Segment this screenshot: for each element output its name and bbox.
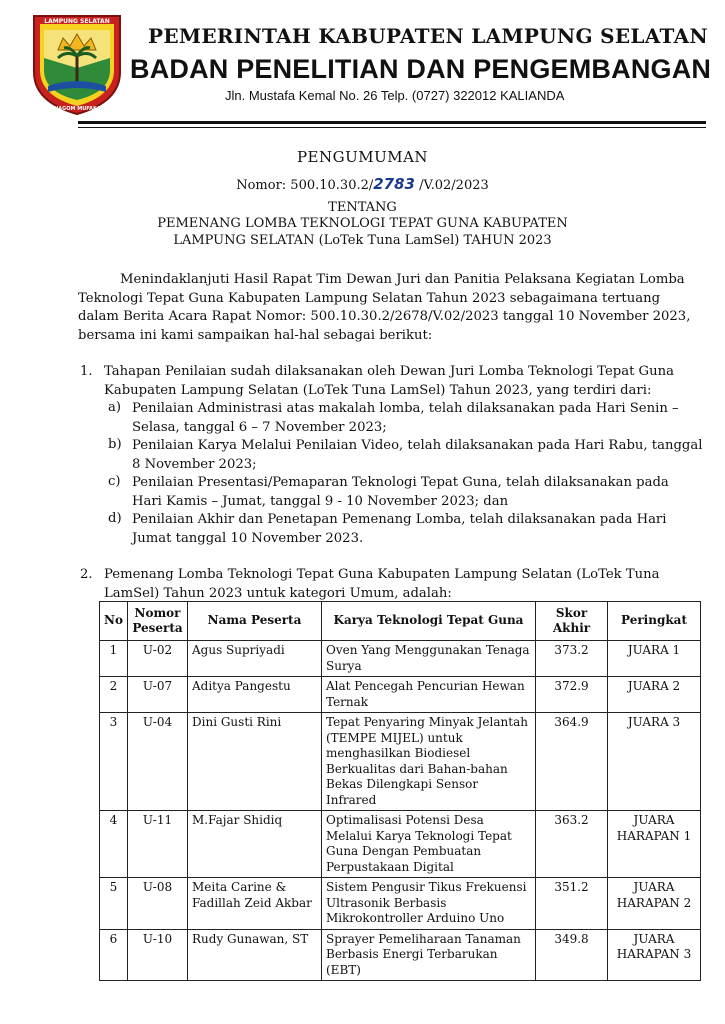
- item1-line: Tahapan Penilaian sudah dilaksanakan oleh Dewan Juri Lomba Teknologi Tepat Guna: [104, 364, 674, 379]
- cell-karya: [322, 677, 536, 713]
- cell-no: 5: [100, 878, 128, 930]
- cell-karya-line: (TEMPE MIJEL) untuk: [326, 730, 463, 745]
- cell-karya-line: Oven Yang Menggunakan Tenaga: [326, 643, 530, 657]
- intro-line: bersama ini kami sampaikan hal-hal sebagai berikut:: [78, 327, 433, 343]
- header-nama-peserta: Nama Peserta: [188, 602, 322, 641]
- cell-nama-line: Fadillah Zeid Akbar: [192, 895, 312, 910]
- sub-a-line: Penilaian Administrasi atas makalah lomba, telah dilaksanakan pada Hari Senin –: [132, 401, 679, 416]
- item1-number: 1.: [80, 364, 93, 379]
- announcement-title: PENGUMUMAN: [296, 148, 429, 166]
- sub-c-text: [132, 474, 669, 511]
- cell-karya: [322, 641, 536, 677]
- cell-nomor: U-02: [128, 641, 188, 677]
- intro-line: Menindaklanjuti Hasil Rapat Tim Dewan Juri dan Panitia Pelaksana Kegiatan Lomba: [120, 272, 685, 287]
- announcement-number: [0, 175, 725, 193]
- letterhead-address: Jln. Mustafa Kemal No. 26 Telp. (0727) 322012 KALIANDA: [225, 88, 565, 103]
- sub-b-text: [132, 437, 702, 474]
- cell-karya: [322, 713, 536, 811]
- item2-text: [104, 566, 659, 603]
- cell-nama: [188, 878, 322, 930]
- header-no: No: [100, 602, 128, 641]
- cell-karya-line: Mikrokontroller Arduino Uno: [326, 911, 505, 925]
- header-skor-line: Skor: [555, 605, 588, 620]
- sub-c-letter: c): [108, 474, 121, 489]
- cell-skor: 364.9: [536, 713, 608, 811]
- cell-karya-line: Ultrasonik Berbasis: [326, 895, 447, 910]
- table-row: [100, 641, 701, 677]
- letterhead-government: PEMERINTAH KABUPATEN LAMPUNG SELATAN: [148, 24, 708, 48]
- cell-skor: 363.2: [536, 811, 608, 878]
- cell-karya-line: Bekas Dilengkapi Sensor Infrared: [326, 777, 479, 807]
- cell-nama-line: M.Fajar Shidiq: [192, 813, 283, 827]
- cell-karya-line: Berbasis Energi Terbarukan (EBT): [326, 947, 498, 977]
- cell-peringkat: [608, 677, 701, 713]
- cell-karya: [322, 878, 536, 930]
- regency-emblem-logo: [28, 10, 126, 118]
- cell-karya-line: Sistem Pengusir Tikus Frekuensi: [326, 880, 527, 894]
- cell-peringkat-line: JUARA: [633, 813, 675, 827]
- cell-peringkat-line: HARAPAN 3: [616, 947, 692, 961]
- cell-karya-line: Perpustakaan Digital: [326, 859, 454, 874]
- cell-peringkat-line: HARAPAN 2: [616, 895, 692, 910]
- letterhead-rule-thin: [78, 127, 706, 128]
- cell-nomor: U-08: [128, 878, 188, 930]
- cell-no: 3: [100, 713, 128, 811]
- sub-d-letter: d): [108, 511, 122, 526]
- cell-nomor: U-11: [128, 811, 188, 878]
- cell-peringkat: [608, 811, 701, 878]
- cell-peringkat-line: JUARA: [633, 880, 675, 894]
- cell-karya: [322, 811, 536, 878]
- cell-karya-line: Tepat Penyaring Minyak Jelantah: [326, 715, 528, 729]
- announcement-about: TENTANG: [328, 200, 397, 215]
- header-skor-akhir: [536, 602, 608, 641]
- intro-line: Teknologi Tepat Guna Kabupaten Lampung Selatan Tahun 2023 sebagaimana tertuang: [78, 290, 661, 306]
- cell-karya-line: Melalui Karya Teknologi Tepat: [326, 828, 512, 843]
- sub-d-text: [132, 511, 666, 548]
- cell-peringkat-line: JUARA 1: [627, 643, 681, 657]
- cell-nomor: U-04: [128, 713, 188, 811]
- cell-nama-line: Meita Carine &: [192, 880, 287, 894]
- item1-line: Kabupaten Lampung Selatan (LoTek Tuna LamSel) Tahun 2023, yang terdiri dari:: [104, 382, 652, 398]
- handwritten-number: 2783: [373, 175, 415, 193]
- cell-nama: [188, 641, 322, 677]
- winners-table: [99, 601, 701, 981]
- header-nomor-line: Nomor: [134, 605, 181, 620]
- cell-peringkat-line: JUARA 3: [627, 715, 681, 729]
- cell-no: 1: [100, 641, 128, 677]
- cell-karya-line: Sprayer Pemeliharaan Tanaman: [326, 931, 521, 946]
- cell-karya-line: Surya: [326, 658, 362, 673]
- sub-d-line: Penilaian Akhir dan Penetapan Pemenang Lomba, telah dilaksanakan pada Hari: [132, 512, 667, 527]
- cell-no: 2: [100, 677, 128, 713]
- cell-peringkat: [608, 878, 701, 930]
- header-karya: Karya Teknologi Tepat Guna: [322, 602, 536, 641]
- cell-nama: [188, 811, 322, 878]
- table-row: [100, 713, 701, 811]
- table-row: [100, 878, 701, 930]
- cell-no: 4: [100, 811, 128, 878]
- cell-nomor: U-07: [128, 677, 188, 713]
- letterhead-agency: BADAN PENELITIAN DAN PENGEMBANGAN: [130, 54, 712, 84]
- cell-peringkat: [608, 713, 701, 811]
- sub-a-line: Selasa, tanggal 6 – 7 November 2023;: [132, 419, 387, 435]
- cell-nama-line: Agus Supriyadi: [192, 643, 285, 657]
- cell-karya-line: Berkualitas dari Bahan-bahan: [326, 761, 508, 776]
- logo-bottom-text: KHAGOM MUFAKAT: [50, 106, 104, 112]
- cell-skor: 349.8: [536, 929, 608, 981]
- cell-peringkat-line: JUARA: [633, 931, 675, 946]
- cell-nama: [188, 677, 322, 713]
- intro-paragraph: [78, 271, 690, 345]
- sub-b-line: Penilaian Karya Melalui Penilaian Video, telah dilaksanakan pada Hari Rabu, tanggal: [132, 438, 703, 453]
- cell-karya-line: Optimalisasi Potensi Desa: [326, 813, 484, 827]
- header-peringkat: Peringkat: [608, 602, 701, 641]
- sub-d-line: Jumat tanggal 10 November 2023.: [132, 530, 364, 546]
- announcement-subject-line1: PEMENANG LOMBA TEKNOLOGI TEPAT GUNA KABUPATEN: [157, 216, 568, 231]
- cell-no: 6: [100, 929, 128, 981]
- header-skor-line: Akhir: [552, 621, 591, 635]
- cell-peringkat: [608, 929, 701, 981]
- sub-c-line: Penilaian Presentasi/Pemaparan Teknologi Tepat Guna, telah dilaksanakan pada: [132, 475, 669, 490]
- cell-nama: [188, 713, 322, 811]
- sub-b-letter: b): [108, 437, 122, 452]
- table-header-row: [100, 602, 701, 641]
- intro-line: dalam Berita Acara Rapat Nomor: 500.10.30.2/2678/V.02/2023 tanggal 10 November 2023,: [78, 309, 691, 324]
- cell-skor: 373.2: [536, 641, 608, 677]
- cell-karya-line: Alat Pencegah Pencurian Hewan: [326, 679, 525, 693]
- sub-a-text: [132, 400, 679, 437]
- cell-peringkat-line: HARAPAN 1: [616, 828, 692, 843]
- sub-a-letter: a): [108, 400, 122, 415]
- cell-nama-line: Rudy Gunawan, ST: [192, 931, 309, 946]
- sub-c-line: Hari Kamis – Jumat, tanggal 9 - 10 November 2023; dan: [132, 493, 509, 509]
- logo-top-text: LAMPUNG SELATAN: [44, 18, 110, 25]
- cell-karya: [322, 929, 536, 981]
- cell-peringkat-line: JUARA 2: [627, 679, 681, 693]
- item2-line: LamSel) Tahun 2023 untuk kategori Umum, adalah:: [104, 585, 452, 601]
- item1-text: [104, 363, 674, 400]
- table-row: [100, 929, 701, 981]
- letterhead-rule-thick: [78, 121, 706, 124]
- cell-nama-line: Dini Gusti Rini: [192, 715, 282, 729]
- cell-skor: 372.9: [536, 677, 608, 713]
- item2-line: Pemenang Lomba Teknologi Tepat Guna Kabupaten Lampung Selatan (LoTek Tuna: [104, 567, 660, 582]
- number-prefix: Nomor: 500.10.30.2/: [236, 178, 374, 193]
- table-row: [100, 811, 701, 878]
- sub-b-line: 8 November 2023;: [132, 456, 257, 472]
- header-nomor-line: Peserta: [132, 621, 183, 635]
- announcement-subject-line2: LAMPUNG SELATAN (LoTek Tuna LamSel) TAHUN 2023: [173, 233, 552, 248]
- cell-karya-line: Ternak: [326, 694, 369, 709]
- number-suffix: /V.02/2023: [415, 178, 489, 193]
- cell-nomor: U-10: [128, 929, 188, 981]
- cell-nama-line: Aditya Pangestu: [192, 679, 291, 693]
- cell-karya-line: Guna Dengan Pembuatan: [326, 844, 482, 858]
- header-nomor-peserta: [128, 602, 188, 641]
- cell-nama: [188, 929, 322, 981]
- cell-peringkat: [608, 641, 701, 677]
- item2-number: 2.: [80, 567, 93, 582]
- cell-skor: 351.2: [536, 878, 608, 930]
- cell-karya-line: menghasilkan Biodiesel: [326, 746, 471, 760]
- table-row: [100, 677, 701, 713]
